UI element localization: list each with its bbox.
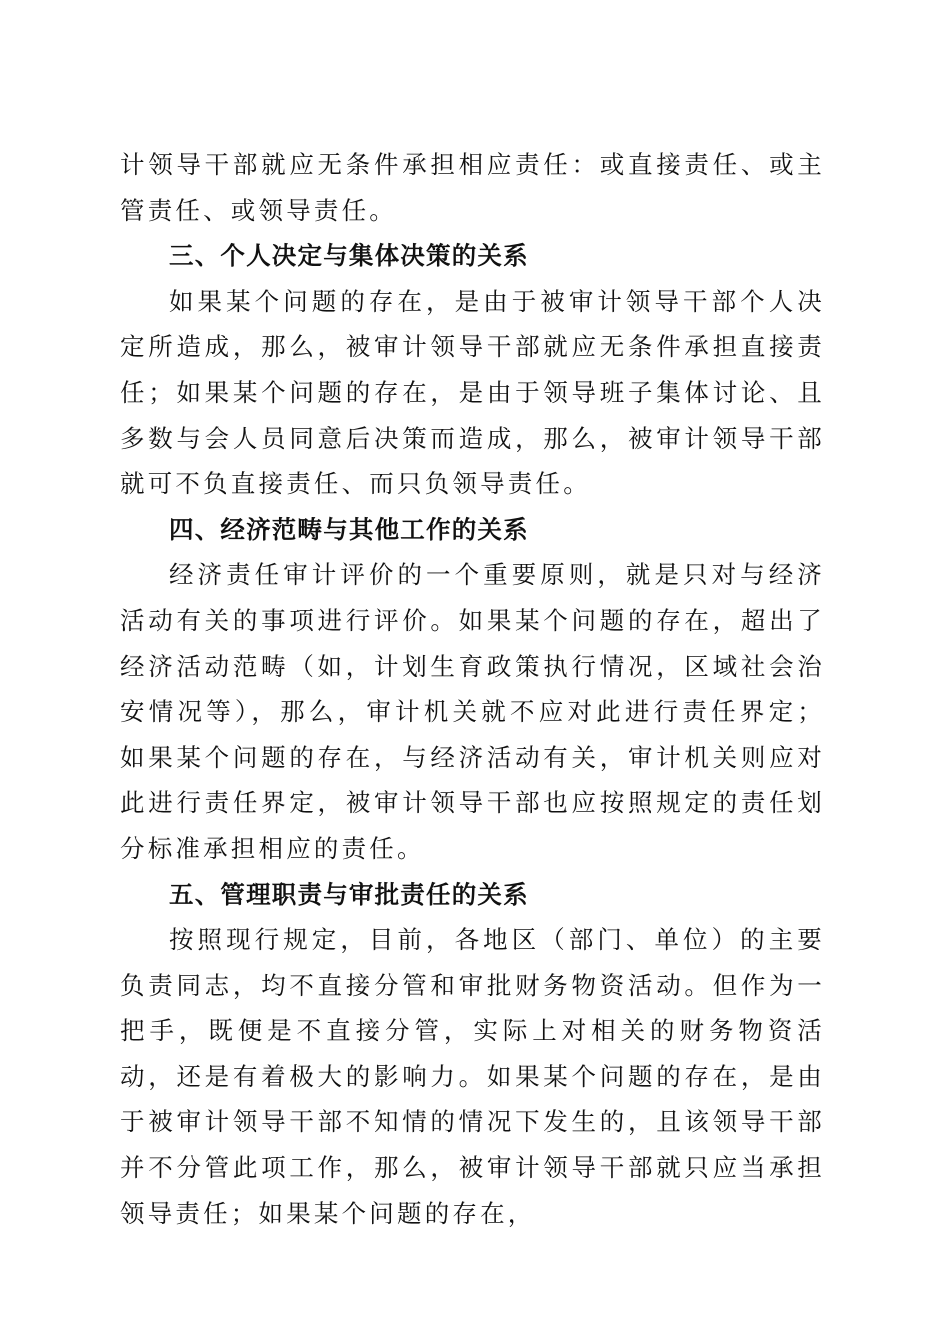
section-heading-4: 四、经济范畴与其他工作的关系	[169, 514, 529, 544]
section-paragraph-4: 经济责任审计评价的一个重要原则，就是只对与经济活动有关的事项进行评价。如果某个问题的存在，超出了经济活动范畴（如，计划生育政策执行情况，区域社会治安情况等），那么，审计机关就不应对此进行责任界定；如果某个问题的存在，与经济活动有关，审计机关则应对此进行责任界定，被审计领导干部也应按照规定的责任划分标准承担相应的责任。	[120, 560, 825, 863]
document-body	[120, 142, 825, 1236]
section-paragraph-3: 如果某个问题的存在，是由于被审计领导干部个人决定所造成，那么，被审计领导干部就应无条件承担直接责任；如果某个问题的存在，是由于领导班子集体讨论、且多数与会人员同意后决策而造成，那么，被审计领导干部就可不负直接责任、而只负领导责任。	[120, 286, 825, 499]
section-heading-3: 三、个人决定与集体决策的关系	[169, 241, 529, 271]
section-heading-5: 五、管理职责与审批责任的关系	[169, 879, 529, 909]
section-paragraph-5: 按照现行规定，目前，各地区（部门、单位）的主要负责同志，均不直接分管和审批财务物资活动。但作为一把手，既便是不直接分管，实际上对相关的财务物资活动，还是有着极大的影响力。如果某个问题的存在，是由于被审计领导干部不知情的情况下发生的，且该领导干部并不分管此项工作，那么，被审计领导干部就只应当承担领导责任；如果某个问题的存在，	[120, 925, 825, 1228]
continuation-paragraph: 计领导干部就应无条件承担相应责任：或直接责任、或主管责任、或领导责任。	[120, 150, 825, 225]
